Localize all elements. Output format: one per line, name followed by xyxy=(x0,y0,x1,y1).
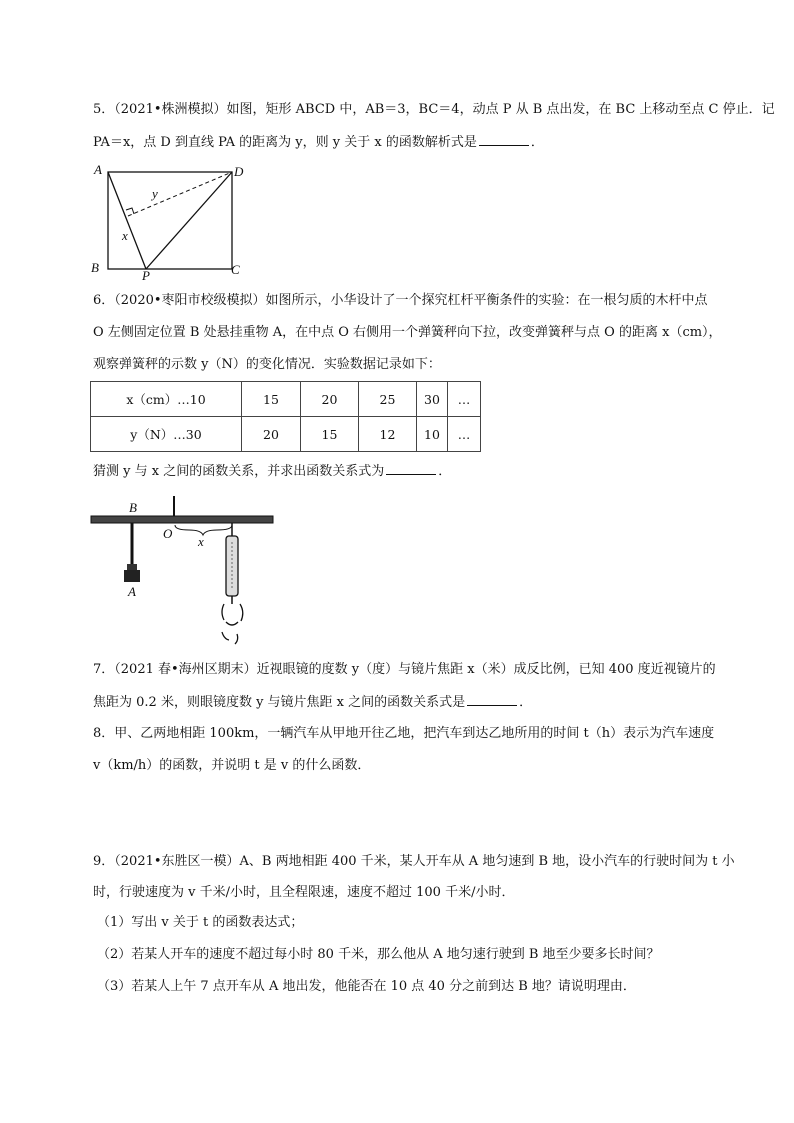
q5-answer-blank xyxy=(479,133,529,146)
q9-line2: 时，行驶速度为 v 千米/小时，且全程限速，速度不超过 100 千米/小时． xyxy=(93,885,515,900)
q6-line2: O 左侧固定位置 B 处悬挂重物 A，在中点 O 右侧用一个弹簧秤向下拉，改变弹簧秤与点 O 的距离 x（cm）， xyxy=(93,325,722,340)
table-cell: y（N）…30 xyxy=(91,417,242,452)
q7-line1: 7．（2021 春•海州区期末）近视眼镜的度数 y（度）与镜片焦距 x（米）成反比例，已知 400 度近视镜片的 xyxy=(93,662,716,677)
q6-lever-figure xyxy=(88,494,288,649)
table-cell: 15 xyxy=(301,417,359,452)
q7-line2 xyxy=(93,693,532,712)
q6-guess xyxy=(93,462,451,481)
perpendicular-dy xyxy=(128,172,232,216)
label-a: A xyxy=(128,584,136,599)
q9-sub1: （1）写出 v 关于 t 的函数表达式； xyxy=(97,915,304,930)
table-row-y xyxy=(91,417,481,452)
q9-sub2: （2）若某人开车的速度不超过每小时 80 千米，那么他从 A 地匀速行驶到 B 地至少要多长时间？ xyxy=(97,947,660,962)
table-cell: 20 xyxy=(242,417,301,452)
label-x: x xyxy=(198,534,204,549)
label-d: D xyxy=(234,164,244,179)
hand-pulling-icon xyxy=(222,604,243,644)
table-cell: 25 xyxy=(359,382,417,417)
label-a: A xyxy=(94,162,102,177)
label-b: B xyxy=(91,260,99,275)
q7-line2-end: ． xyxy=(519,695,533,710)
q6-answer-blank xyxy=(386,462,436,475)
q5-line2-end: ． xyxy=(530,135,544,150)
table-cell: 30 xyxy=(417,382,448,417)
q6-line1: 6．（2020•枣阳市校级模拟）如图所示，小华设计了一个探究杠杆平衡条件的实验：在一根匀质的木杆中点 xyxy=(93,293,708,308)
weight-a xyxy=(124,570,140,582)
q5-rectangle-figure xyxy=(88,160,258,282)
q7-answer-blank xyxy=(467,693,517,706)
q5-line1: 5．（2021•株洲模拟）如图，矩形 ABCD 中，AB＝3，BC＝4，动点 P 从 B 点出发，在 BC 上移动至点 C 停止．记 xyxy=(93,102,775,117)
table-cell: … xyxy=(448,417,481,452)
q6-guess-end: ． xyxy=(438,464,452,479)
table-cell: … xyxy=(448,382,481,417)
label-o: O xyxy=(163,526,173,541)
table-cell: 15 xyxy=(242,382,301,417)
q9-line1: 9．（2021•东胜区一模）A、B 两地相距 400 千米，某人开车从 A 地匀速到 B 地，设小汽车的行驶时间为 t 小 xyxy=(93,854,735,869)
q8-line2: v（km/h）的函数，并说明 t 是 v 的什么函数． xyxy=(93,758,371,773)
q9-sub3: （3）若某人上午 7 点开车从 A 地出发，他能否在 10 点 40 分之前到达 B 地？请说明理由． xyxy=(97,979,636,994)
q5-line2 xyxy=(93,133,544,152)
table-cell: 12 xyxy=(359,417,417,452)
label-x: x xyxy=(122,228,128,243)
table-cell: 20 xyxy=(301,382,359,417)
label-c: C xyxy=(231,262,240,277)
q7-line2-text: 焦距为 0.2 米，则眼镜度数 y 与镜片焦距 x 之间的函数关系式是 xyxy=(93,695,466,710)
lever-rod xyxy=(91,516,273,523)
q6-line3: 观察弹簧秤的示数 y（N）的变化情况．实验数据记录如下： xyxy=(93,357,441,372)
segment-pa xyxy=(108,172,146,269)
table-cell: x（cm）…10 xyxy=(91,382,242,417)
segment-pd xyxy=(146,172,232,269)
q6-data-table xyxy=(90,381,481,452)
q5-line2-text: PA＝x，点 D 到直线 PA 的距离为 y，则 y 关于 x 的函数解析式是 xyxy=(93,135,477,150)
q6-guess-text: 猜测 y 与 x 之间的函数关系，并求出函数关系式为 xyxy=(93,464,385,479)
label-b: B xyxy=(129,500,137,515)
label-y: y xyxy=(152,186,158,201)
weight-hook xyxy=(127,564,137,570)
table-row-x xyxy=(91,382,481,417)
q8-line1: 8．甲、乙两地相距 100km，一辆汽车从甲地开往乙地，把汽车到达乙地所用的时间 t（h）表示为汽车速度 xyxy=(93,726,715,741)
table-cell: 10 xyxy=(417,417,448,452)
right-angle-mark xyxy=(126,208,134,214)
label-p: P xyxy=(142,268,150,283)
